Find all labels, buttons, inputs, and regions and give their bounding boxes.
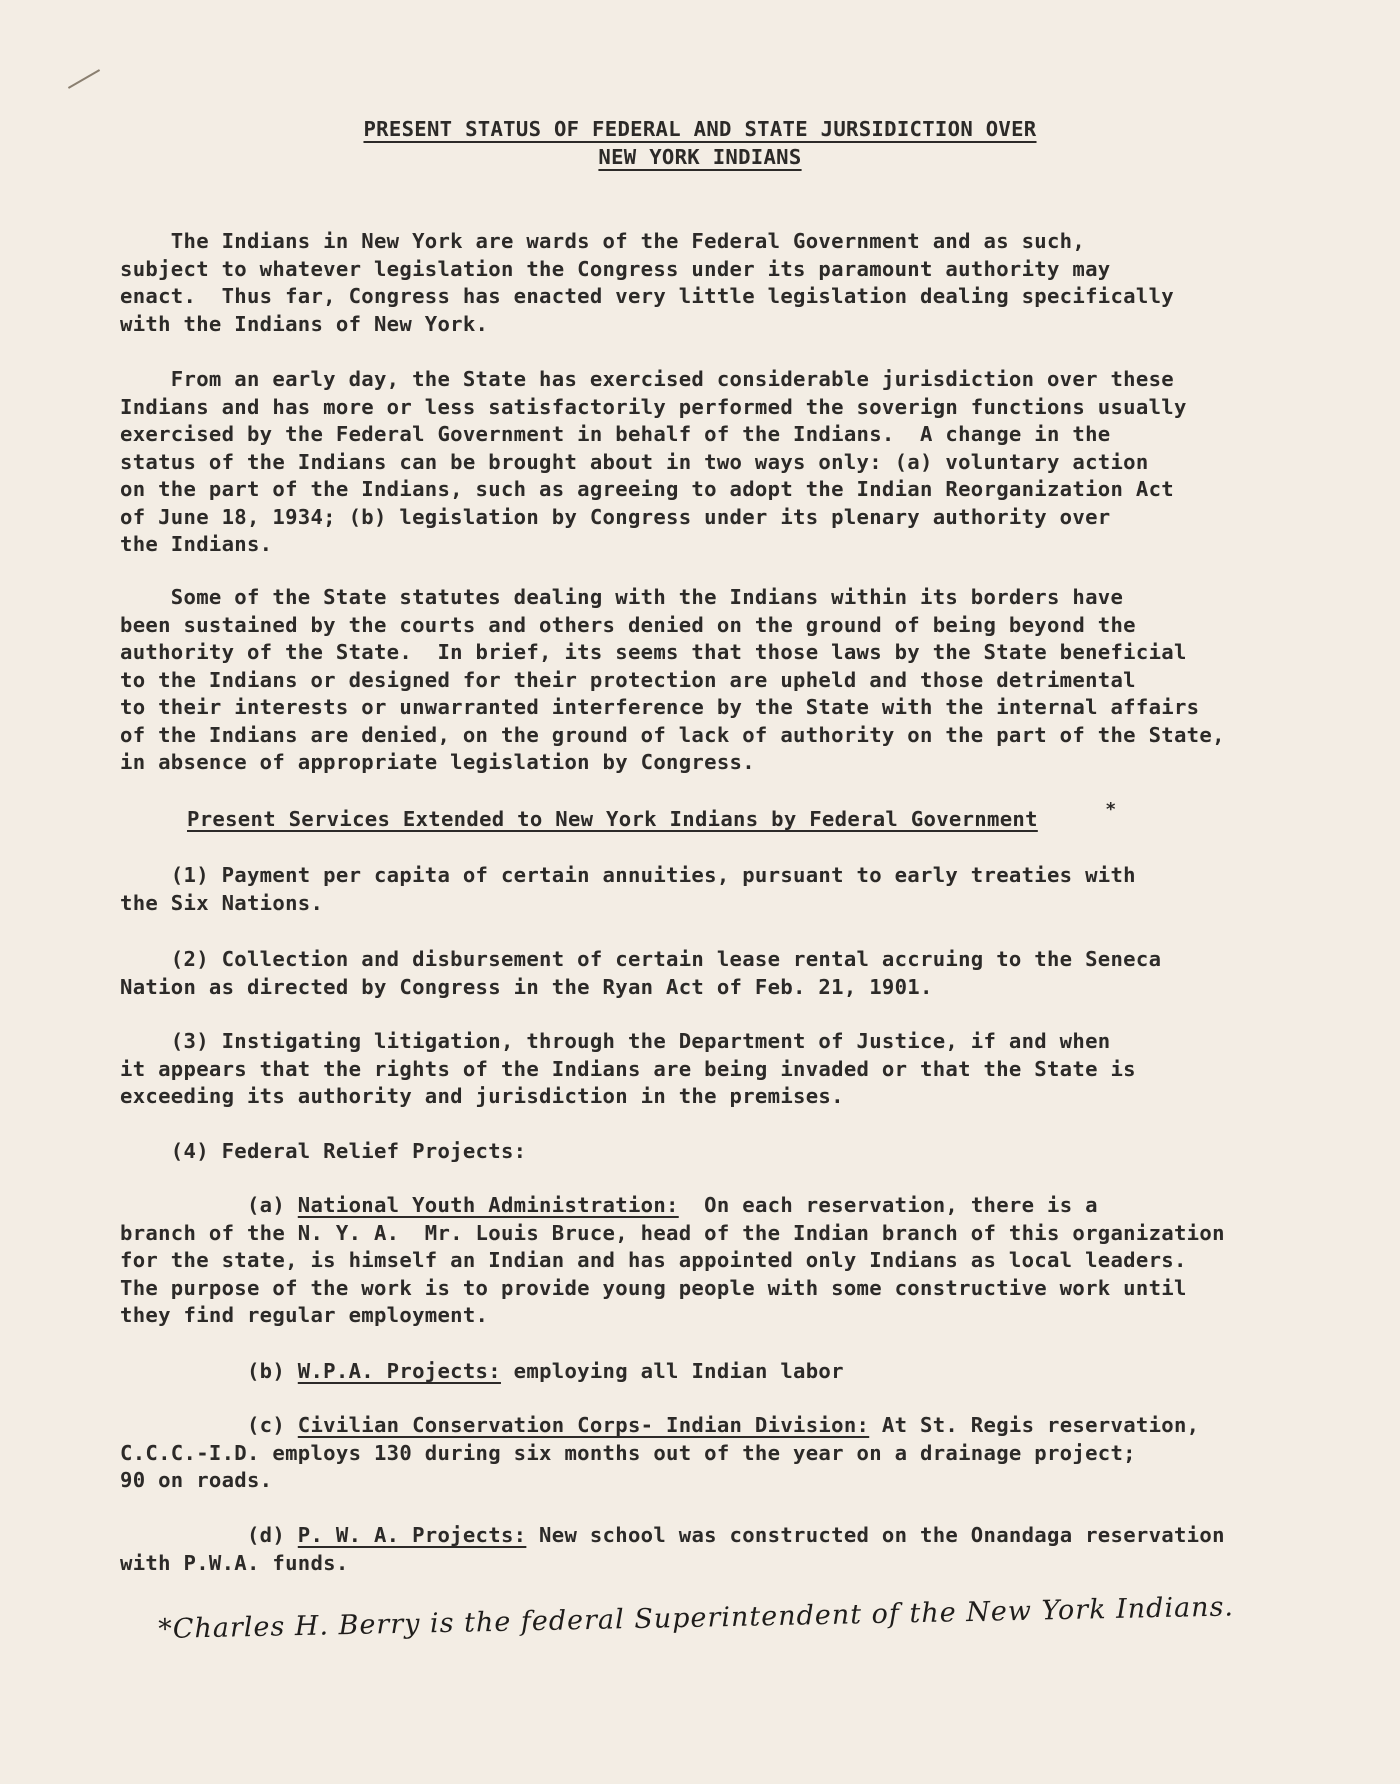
- relief-b-prefix: (b): [120, 1359, 298, 1383]
- relief-a-label: National Youth Administration:: [297, 1193, 679, 1217]
- relief-c-text: At St. Regis reservation, C.C.C.-I.D. employs 130 during six months out of the year on a drainage project; 90 on roads.: [120, 1413, 1200, 1492]
- paragraph-3: Some of the State statutes dealing with the Indians within its borders have been sustained by the courts and others denied on the ground of being beyond the authority of the State. In brief, its seems that those laws by the State beneficial to the Indians or designed for their protection are upheld and those detrimental to their interests or unwarranted interference by the State with the internal affairs of the Indians are denied, on the ground of lack of authority on the part of the State, in absence of appropriate legislation by Congress.: [120, 585, 1225, 774]
- footnote-star: *: [1106, 799, 1116, 820]
- relief-d-text: New school was constructed on the Onandaga reservation with P.W.A. funds.: [120, 1523, 1225, 1575]
- relief-item-b: [120, 1358, 1350, 1386]
- relief-d-label: P. W. A. Projects:: [297, 1523, 527, 1547]
- service-item-3: (3) Instigating litigation, through the Department of Justice, if and when it appears that the rights of the Indians are being invaded or that the State is exceeding its authority and jurisdiction in the premises.: [120, 1029, 1136, 1108]
- relief-b-label: W.P.A. Projects:: [297, 1359, 501, 1383]
- relief-item-d: [120, 1522, 1350, 1577]
- relief-item-a: [120, 1192, 1350, 1330]
- relief-c-label: Civilian Conservation Corps- Indian Division:: [297, 1413, 870, 1437]
- service-item-1: (1) Payment per capita of certain annuities, pursuant to early treaties with the Six Nations.: [120, 863, 1136, 915]
- service-item-2: (2) Collection and disbursement of certain lease rental accruing to the Seneca Nation as directed by Congress in the Ryan Act of Feb. 21, 1901.: [120, 947, 1162, 999]
- title-line-1: PRESENT STATUS OF FEDERAL AND STATE JURSIDICTION OVER: [363, 117, 1037, 141]
- handwritten-footnote: *Charles H. Berry is the federal Superintendent of the New York Indians.: [157, 1591, 1235, 1645]
- document-title: [0, 116, 1400, 171]
- relief-item-c: [120, 1412, 1350, 1495]
- relief-b-text: employing all Indian labor: [500, 1359, 844, 1383]
- paragraph-1: The Indians in New York are wards of the Federal Government and as such, subject to whatever legislation the Congress under its paramount authority may enact. Thus far, Congress has enacted very little legislation dealing specifically with the Indians of New York.: [120, 229, 1174, 336]
- paragraph-2: From an early day, the State has exercised considerable jurisdiction over these Indians and has more or less satisfactorily performed the soverign functions usually exercised by the Federal Government in behalf of the Indians. A change in the status of the Indians can be brought about in two ways only: (a) voluntary action on the part of the Indians, such as agreeing to adopt the Indian Reorganization Act of June 18, 1934; (b) legislation by Congress under its plenary authority over the Indians.: [120, 367, 1187, 556]
- service-item-4: (4) Federal Relief Projects:: [120, 1139, 527, 1163]
- edge-pencil-mark: [68, 69, 100, 89]
- services-heading: Present Services Extended to New York Indians by Federal Government: [187, 807, 1038, 831]
- relief-a-prefix: (a): [120, 1193, 298, 1217]
- relief-c-prefix: (c): [120, 1413, 298, 1437]
- title-line-2: NEW YORK INDIANS: [598, 144, 802, 169]
- relief-a-text: On each reservation, there is a branch of the N. Y. A. Mr. Louis Bruce, head of the Indian branch of this organization for the state, is himself an Indian and has appointed only Indians as local leaders. The purpose of the work is to provide young people with some constructive work until they find regular employment.: [120, 1193, 1225, 1327]
- relief-d-prefix: (d): [120, 1523, 298, 1547]
